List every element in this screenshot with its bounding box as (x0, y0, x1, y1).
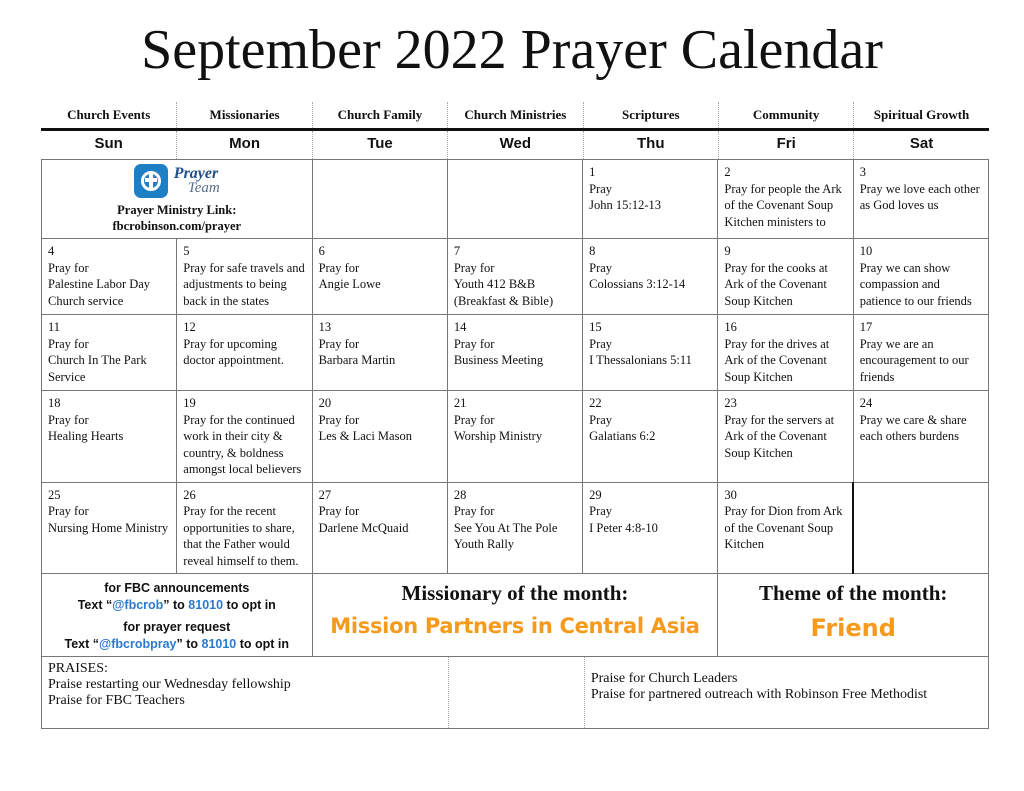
day-cell (447, 482, 582, 574)
prayer-text: Pray for the drives at Ark of the Covenant Soup Kitchen (724, 336, 830, 384)
day-cell-empty (447, 160, 582, 239)
missionary-value: Mission Partners in Central Asia (330, 614, 700, 638)
week-row (42, 315, 989, 391)
day-number: 10 (859, 244, 873, 258)
day-cell (853, 391, 988, 483)
prayer-text: Angie Lowe (318, 277, 381, 291)
day-cell (583, 160, 718, 239)
day-cell (583, 482, 718, 574)
prayer-text: Pray for (48, 504, 89, 518)
prayer-text: Pray (589, 412, 613, 427)
day-cell (177, 315, 312, 391)
theme-box (718, 574, 989, 657)
day-number: 23 (724, 396, 737, 410)
day-number: 7 (453, 244, 461, 258)
weekday-label: Thu (583, 131, 718, 159)
praise-item: Praise for Church Leaders (590, 671, 738, 686)
praise-item: Praise restarting our Wednesday fellowship (48, 677, 291, 692)
day-cell (447, 315, 582, 391)
page-title: September 2022 Prayer Calendar (141, 19, 883, 81)
text-opt-in-box: for FBC announcements Text “@fbcrob” to 81010 to opt in for prayer request Text “@fbcrobpray” to 81010 to opt in (42, 574, 313, 657)
weekday-label: Fri (718, 131, 853, 159)
prayer-text: Pray for (48, 336, 89, 351)
category-label: Church Events (67, 107, 151, 122)
prayer-text: I Peter 4:8-10 (589, 520, 658, 535)
day-number: 27 (318, 487, 332, 502)
day-number: 25 (48, 487, 61, 502)
prayer-text: Pray for Dion from Ark of the Covenant Soup Kitchen (724, 504, 843, 551)
week-row (42, 160, 989, 239)
category-label: Spiritual Growth (853, 102, 988, 128)
weekday-label: Wed (447, 131, 582, 159)
prayer-text: Pray for (453, 336, 495, 351)
category-label: Scriptures (583, 102, 718, 128)
logo-line2: Team (187, 180, 220, 196)
day-cell (718, 160, 853, 239)
day-cell (583, 315, 718, 391)
prayer-text: Youth 412 B&B (Breakfast & Bible) (453, 277, 554, 308)
day-number: 19 (183, 396, 196, 410)
prayer-text: Palestine Labor Day Church service (48, 277, 151, 308)
prayer-text: Pray for the cooks at Ark of the Covenant Soup Kitchen (724, 260, 828, 308)
prayer-text: Pray (589, 336, 613, 351)
day-cell (312, 391, 447, 483)
day-number: 8 (589, 244, 596, 258)
prayer-request-number: 81010 (201, 636, 237, 651)
prayer-text: Pray we can show compassion and patience to our friends (859, 260, 972, 308)
missionary-box (312, 574, 718, 657)
day-number: 2 (724, 165, 731, 179)
day-cell (718, 482, 853, 574)
prayer-text: Pray for safe travels and adjustments to being back in the states (183, 260, 305, 308)
day-number: 20 (318, 396, 332, 410)
day-cell (853, 160, 988, 239)
category-header-row (41, 102, 989, 128)
prayer-text: I Thessalonians 5:11 (589, 353, 692, 367)
day-cell (177, 482, 312, 574)
logo-line1: Prayer (173, 165, 219, 182)
day-number: 16 (724, 320, 737, 334)
day-cell (583, 391, 718, 483)
day-cell (718, 391, 853, 483)
week-row (42, 391, 989, 483)
prayer-text: Pray we care & share each others burdens (859, 412, 967, 443)
day-number: 24 (859, 396, 873, 410)
day-cell (718, 315, 853, 391)
prayer-text: Nursing Home Ministry (48, 520, 169, 535)
day-number: 5 (183, 244, 190, 258)
prayer-text: Worship Ministry (453, 429, 543, 443)
weekday-label: Sun (94, 135, 123, 152)
weekday-header-row (41, 128, 989, 159)
category-label: Church Family (312, 102, 447, 128)
day-number: 11 (48, 320, 61, 334)
praises-section (41, 657, 989, 729)
day-cell (583, 239, 718, 315)
day-cell (312, 482, 447, 574)
day-cell-empty (312, 160, 447, 239)
category-label: Community (718, 102, 853, 128)
prayer-link[interactable]: fbcrobinson.com/prayer (112, 219, 242, 233)
week-row (42, 239, 989, 315)
prayer-text: Pray for (318, 504, 360, 518)
prayer-text: Pray (589, 504, 613, 518)
prayer-text: Pray for people the Ark of the Covenant Soup Kitchen ministers to (724, 181, 842, 229)
day-cell (312, 315, 447, 391)
prayer-text: Pray for (318, 336, 360, 351)
day-number: 14 (453, 320, 467, 334)
prayer-text: Pray for (318, 260, 360, 275)
day-number: 26 (183, 487, 196, 502)
prayer-text: Pray for upcoming doctor appointment. (183, 336, 284, 367)
prayer-link-label: Prayer Ministry Link: (117, 203, 237, 217)
prayer-text: Pray we love each other as God loves us (859, 181, 980, 212)
prayer-text: Pray we are an encouragement to our friends (859, 336, 969, 384)
day-number: 21 (453, 396, 467, 410)
day-number: 13 (318, 320, 332, 334)
theme-value: Friend (810, 614, 896, 642)
prayer-text: Pray for the recent opportunities to share, that the Father would reveal himself to them. (183, 504, 299, 568)
day-number: 6 (318, 244, 325, 258)
prayer-text: Darlene McQuaid (318, 520, 409, 535)
info-row (42, 574, 989, 657)
prayer-text: Pray (589, 181, 613, 196)
prayer-text: John 15:12-13 (589, 198, 661, 212)
day-cell (447, 239, 582, 315)
day-cell (42, 239, 177, 315)
prayer-text: Pray for (453, 260, 495, 275)
theme-label: Theme of the month: (759, 581, 948, 605)
calendar-grid (41, 159, 989, 657)
day-number: 9 (724, 244, 731, 258)
prayer-text: Pray (589, 260, 613, 275)
prayer-team-cell (42, 160, 313, 239)
prayer-text: Pray for (318, 412, 360, 427)
day-cell (853, 315, 988, 391)
day-cell (42, 315, 177, 391)
prayer-text: Healing Hearts (48, 429, 124, 443)
prayer-text: Barbara Martin (318, 353, 396, 367)
day-number: 4 (48, 244, 55, 258)
day-number: 22 (589, 396, 602, 410)
day-cell (177, 391, 312, 483)
day-cell (718, 239, 853, 315)
week-row (42, 482, 989, 574)
prayer-request-handle: @fbcrobpray (99, 636, 177, 651)
prayer-text: Pray for the continued work in their city & country, & boldness amongst local believers (183, 412, 302, 476)
day-cell (42, 391, 177, 483)
prayer-text: Galatians 6:2 (589, 429, 656, 443)
prayer-text: Les & Laci Mason (318, 429, 412, 443)
day-number: 1 (589, 165, 596, 179)
day-cell (312, 239, 447, 315)
day-number: 12 (183, 320, 196, 334)
prayer-request-label: for prayer request (123, 620, 231, 634)
praises-heading: PRAISES: (48, 661, 108, 676)
weekday-label: Mon (176, 131, 311, 159)
day-cell (42, 482, 177, 574)
day-cell (447, 391, 582, 483)
day-cell (177, 239, 312, 315)
weekday-label: Tue (312, 131, 447, 159)
prayer-text: Pray for (453, 412, 495, 427)
calendar (41, 102, 989, 729)
category-label: Church Ministries (447, 102, 582, 128)
prayer-team-logo (48, 164, 306, 198)
day-number: 15 (589, 320, 602, 334)
day-number: 29 (589, 487, 602, 502)
day-number: 28 (453, 487, 467, 502)
day-number: 3 (859, 165, 866, 179)
prayer-text: Pray for the servers at Ark of the Covenant Soup Kitchen (724, 412, 835, 460)
prayer-text: Business Meeting (453, 353, 544, 367)
church-logo-icon (134, 164, 168, 198)
day-number: 30 (724, 487, 737, 502)
day-number: 18 (48, 396, 61, 410)
day-cell-empty (853, 482, 988, 574)
praise-item: Praise for FBC Teachers (48, 693, 185, 708)
prayer-text: See You At The Pole Youth Rally (453, 520, 558, 551)
weekday-label: Sat (853, 131, 988, 159)
prayer-text: Pray for (48, 412, 89, 427)
prayer-text: Church In The Park Service (48, 353, 147, 384)
prayer-text: Colossians 3:12-14 (589, 277, 686, 291)
missionary-label: Missionary of the month: (401, 581, 629, 605)
prayer-text: Pray for (48, 260, 89, 275)
announcements-handle: @fbcrob (112, 597, 164, 612)
day-cell (853, 239, 988, 315)
announcements-number: 81010 (188, 597, 224, 612)
category-label: Missionaries (176, 102, 311, 128)
praise-item: Praise for partnered outreach with Robinson Free Methodist (590, 687, 928, 702)
prayer-text: Pray for (453, 504, 495, 518)
announcements-label: for FBC announcements (104, 581, 250, 595)
day-number: 17 (859, 320, 873, 334)
